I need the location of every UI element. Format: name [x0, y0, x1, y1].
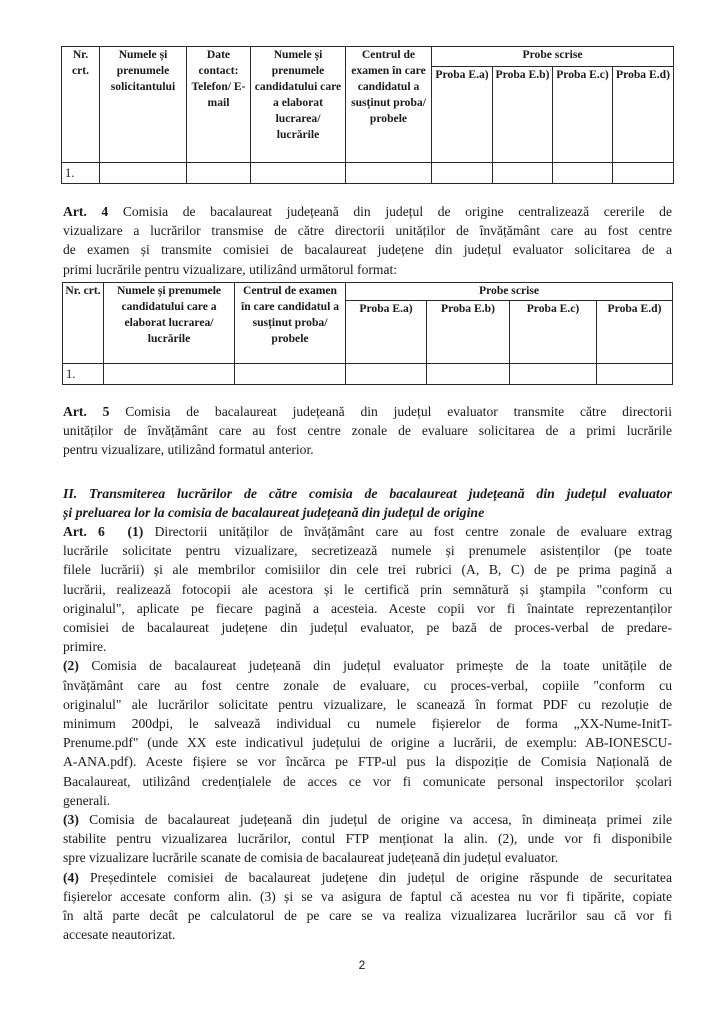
cell-nr: 1. [63, 364, 104, 385]
article-4-line: Comisia de bacalaureat județeană din județul de origine centralizează cererile de [122, 204, 672, 219]
cell-proba-ec [553, 163, 613, 184]
article-5-line: pentru vizualizare, utilizând formatul anterior. [63, 442, 314, 458]
header-candidat: Numele și prenumele candidatului care a elaborat lucrarea/ lucrările [251, 47, 346, 163]
cell-proba-ed [613, 163, 674, 184]
article-6-line: accesate neautorizat. [63, 927, 176, 943]
header-proba-ea: Proba E.a) [346, 301, 427, 364]
header-probe-scrise: Probe scrise [346, 283, 673, 301]
article-6-line: spre vizualizare lucrările scanate de comisia de bacalaureat județeană din județul evaluator. [63, 850, 559, 866]
article-6-line: comisiei de bacalaureat județene din județul evaluator, pe bază de proces-verbal de predare- [63, 620, 672, 636]
article-6-line: lucrările solicitate pentru vizualizare, secretizează numele și prenumele asistenților (pe toate [63, 543, 672, 559]
cell-nr: 1. [62, 163, 100, 184]
header-proba-ec: Proba E.c) [553, 67, 613, 163]
article-6-line: stabilite pentru vizualizarea lucrărilor, contul FTP menționat la alin. (2), unde vor fi disponibile [63, 831, 672, 847]
article-6-line: originalul" ale lucrărilor solicitate pentru vizualizare, le scanează în format PDF cu rezoluție de [63, 696, 672, 712]
article-5 [63, 402, 672, 460]
paragraph-number: (4) [63, 869, 79, 885]
page-number: 2 [358, 958, 366, 972]
section-heading-line: II. Transmiterea lucrărilor de către comisia de bacalaureat județeană din județul evaluator [63, 486, 672, 501]
article-6-line: fișierelor accesate conform alin. (3) și se va asigura de faptul că acestea nu vor fi tipărite, copiate [63, 888, 672, 904]
article-5-line: Comisia de bacalaureat județeană din județul evaluator transmite către directorii [125, 404, 672, 419]
article-6-line: lucrării, realizează fotocopii ale acestora și le certifică prin semnătură și ştampila "conform cu [63, 581, 672, 597]
article-6-line: filele lucrării) și ale membrilor comisiilor din cele trei rubrici (A, B, C) de pe prima pagină a [63, 562, 672, 578]
header-centru: Centrul de examen în care candidatul a susținut proba/ probele [235, 283, 346, 364]
cell-solicitant [100, 163, 187, 184]
table-row [63, 364, 673, 385]
header-centru: Centrul de examen în care candidatul a susținut proba/ probele [346, 47, 432, 163]
cell-centru [346, 163, 432, 184]
cell-candidat [251, 163, 346, 184]
cell-proba-ea [432, 163, 493, 184]
article-6-line: Directorii unităților de învățământ care au fost centre zonale de evaluare extrag [154, 524, 672, 539]
article-6 [63, 522, 672, 944]
article-6-line: în altă parte decât pe calculatorul de pe care se va realiza vizualizarea lucrărilor sau că vor fi [63, 908, 672, 924]
header-proba-ed: Proba E.d) [613, 67, 674, 163]
article-6-label: Art. 6 [63, 524, 105, 539]
header-proba-ec: Proba E.c) [510, 301, 597, 364]
transmission-table [62, 282, 673, 385]
cell-proba-ed [597, 364, 673, 385]
cell-contact [187, 163, 251, 184]
cell-proba-eb [493, 163, 553, 184]
paragraph-number: (2) [63, 658, 79, 674]
article-6-line: Comisia de bacalaureat județeană din județul de origine va accesa, în dimineața primei zile [89, 812, 672, 828]
header-proba-ea: Proba E.a) [432, 67, 493, 163]
article-6-line: generali. [63, 792, 111, 808]
cell-proba-ec [510, 364, 597, 385]
article-4-line: primi lucrările pentru vizualizare, utilizând următorul format: [63, 261, 398, 277]
header-proba-eb: Proba E.b) [427, 301, 510, 364]
article-4 [63, 202, 672, 279]
article-4-line: vizualizare a lucrărilor transmise de către directorii unităților de învățământ care au fost centre [63, 223, 672, 239]
article-6-line: Președintele comisiei de bacalaureat județene din județul de origine răspunde de securitatea [89, 869, 672, 885]
header-contact: Date contact: Telefon/ E-mail [187, 47, 251, 163]
article-6-line: A-ANA.pdf). Aceste fișiere se vor încărca pe FTP-ul pus la dispoziție de Comisia Națională de [63, 754, 672, 770]
article-6-line: primire. [63, 639, 107, 655]
header-proba-eb: Proba E.b) [493, 67, 553, 163]
article-6-line: originalul", aplicate pe fiecare pagină a acesteia. Aceste copii vor fi înaintate reprezentanților [63, 600, 672, 616]
section-heading-line: și preluarea lor la comisia de bacalaureat județeană din județul de origine [63, 505, 485, 521]
cell-proba-eb [427, 364, 510, 385]
article-5-label: Art. 5 [63, 404, 110, 419]
article-6-line: minimum 200dpi, le salvează individual cu numele fișierelor de forma „XX-Nume-InitT- [63, 716, 672, 732]
cell-centru [235, 364, 346, 385]
header-nr-crt: Nr. crt. [63, 283, 104, 364]
article-6-line: Comisia de bacalaureat județeană din județul evaluator primește de la toate unitățile de [91, 658, 672, 674]
article-6-line: Prenume.pdf" (unde XX este indicativul județului de origine a lucrării, de exemplu: AB-IONESCU- [63, 735, 672, 751]
article-5-line: unităților de învățământ care au fost centre zonale de evaluare solicitarea de a primi lucrările [63, 423, 672, 439]
paragraph-number: (3) [63, 812, 79, 828]
cell-candidat [104, 364, 235, 385]
article-6-line: învățământ care au fost centre zonale de evaluare, cu proces-verbal, copiile "conform cu [63, 677, 672, 693]
header-probe-scrise: Probe scrise [432, 47, 674, 67]
header-candidat: Numele și prenumele candidatului care a elaborat lucrarea/ lucrările [104, 283, 235, 364]
header-nr-crt: Nr. crt. [62, 47, 100, 163]
section-2-heading [63, 484, 672, 522]
header-solicitant: Numele și prenumele solicitantului [100, 47, 187, 163]
header-proba-ed: Proba E.d) [597, 301, 673, 364]
article-4-label: Art. 4 [63, 204, 109, 219]
article-6-line: Bacalaureat, utilizând credențialele de acces ce vor fi comunicate personal inspectorilor școlari [63, 773, 672, 789]
article-4-line: de examen și transmite comisiei de bacalaureat județene din județul evaluator solicitarea de a [63, 242, 672, 258]
cell-proba-ea [346, 364, 427, 385]
paragraph-number: (1) [127, 524, 144, 539]
table-row [62, 163, 674, 184]
request-table [61, 46, 674, 184]
